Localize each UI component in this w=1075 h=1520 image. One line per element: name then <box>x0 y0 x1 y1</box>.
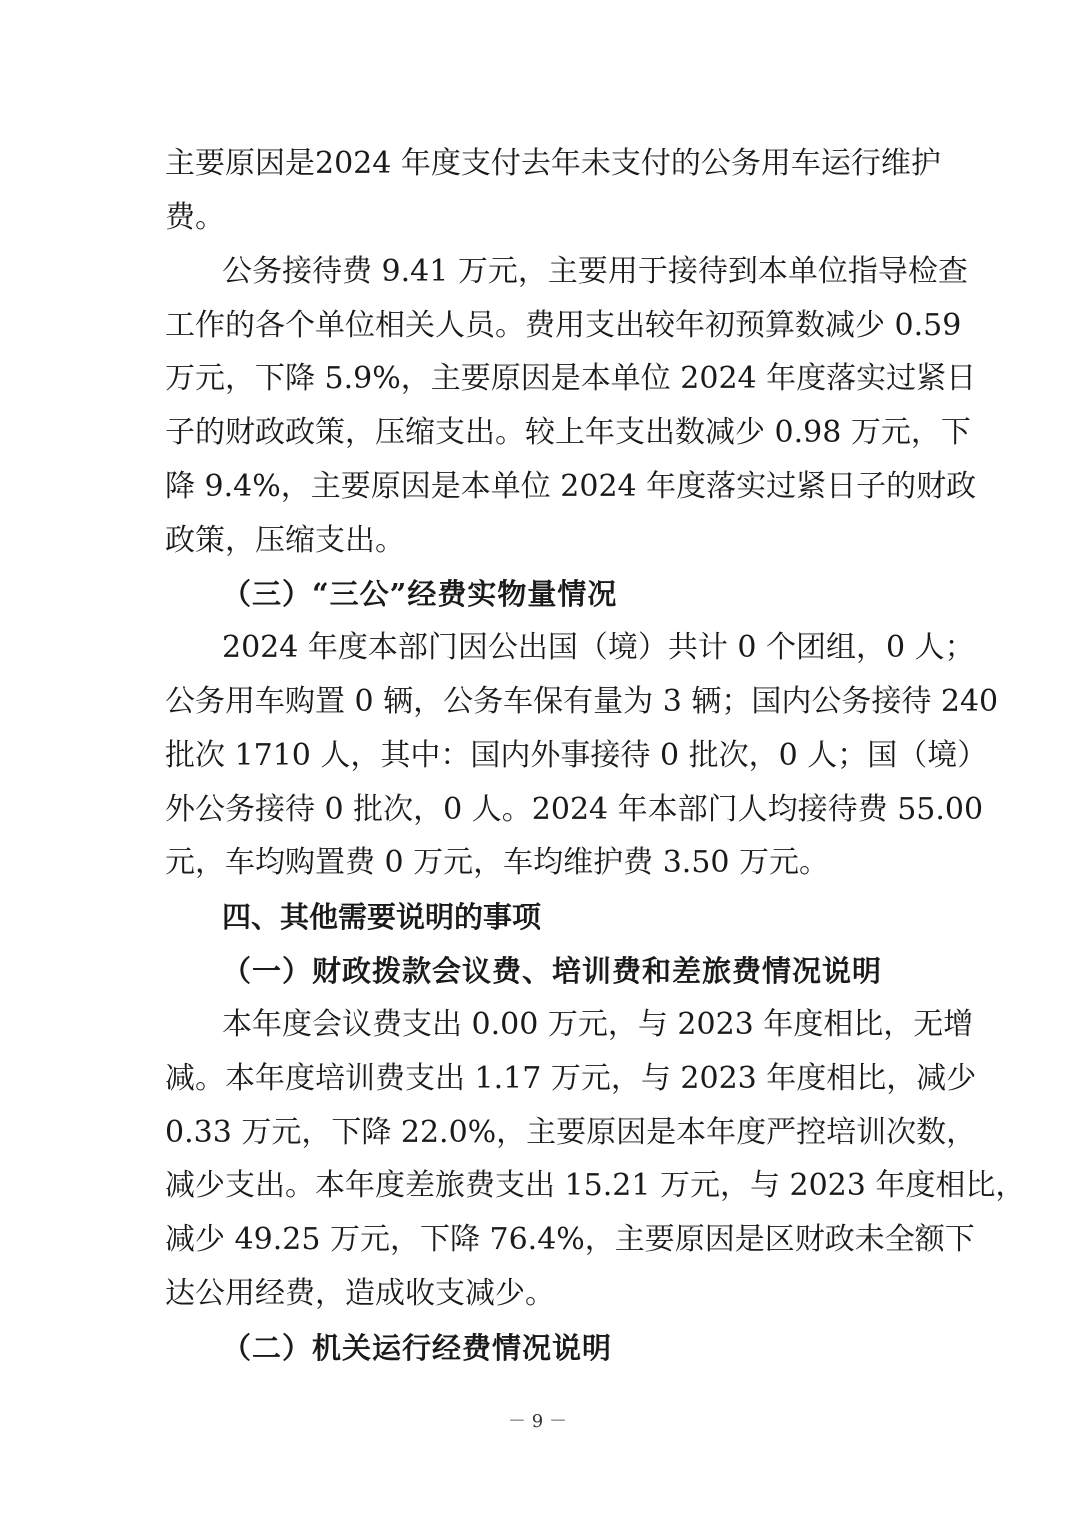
paragraph-line: 主要原因是2024 年度支付去年未支付的公务用车运行维护 <box>165 146 941 181</box>
paragraph-line: 万元，下降 5.9%，主要原因是本单位 2024 年度落实过紧日 <box>165 361 977 396</box>
paragraph-line: 子的财政政策，压缩支出。较上年支出数减少 0.98 万元，下 <box>165 415 971 450</box>
heading-operating-expenses: （二）机关运行经费情况说明 <box>222 1331 613 1365</box>
page-number: － 9 － <box>508 1411 567 1432</box>
heading-section-four: 四、其他需要说明的事项 <box>222 900 542 934</box>
paragraph-line: 公务用车购置 0 辆，公务车保有量为 3 辆；国内公务接待 240 <box>165 684 999 719</box>
paragraph-line: 降 9.4%，主要原因是本单位 2024 年度落实过紧日子的财政 <box>165 469 977 504</box>
paragraph-line: 减少支出。本年度差旅费支出 15.21 万元，与 2023 年度相比， <box>165 1168 1026 1203</box>
paragraph-line: 政策，压缩支出。 <box>165 523 405 558</box>
paragraph-line: 达公用经费，造成收支减少。 <box>165 1276 555 1311</box>
paragraph-line: 费。 <box>165 200 225 235</box>
paragraph-line: 外公务接待 0 批次，0 人。2024 年本部门人均接待费 55.00 <box>165 792 984 827</box>
paragraph-line: 减。本年度培训费支出 1.17 万元，与 2023 年度相比，减少 <box>165 1061 977 1096</box>
paragraph-line: 2024 年度本部门因公出国（境）共计 0 个团组，0 人； <box>222 630 975 665</box>
paragraph-line: 本年度会议费支出 0.00 万元，与 2023 年度相比，无增 <box>222 1007 974 1042</box>
paragraph-line: 工作的各个单位相关人员。费用支出较年初预算数减少 0.59 <box>165 308 962 343</box>
paragraph-line: 0.33 万元，下降 22.0%，主要原因是本年度严控培训次数， <box>165 1115 977 1150</box>
paragraph-line: 减少 49.25 万元，下降 76.4%，主要原因是区财政未全额下 <box>165 1222 975 1257</box>
heading-meeting-training-travel: （一）财政拨款会议费、培训费和差旅费情况说明 <box>222 954 883 988</box>
heading-san-gong-quantity: （三）“三公”经费实物量情况 <box>222 577 618 611</box>
paragraph-line: 批次 1710 人，其中：国内外事接待 0 批次，0 人；国（境） <box>165 738 988 773</box>
paragraph-line: 元，车均购置费 0 万元，车均维护费 3.50 万元。 <box>165 845 830 880</box>
paragraph-line: 公务接待费 9.41 万元，主要用于接待到本单位指导检查 <box>222 254 968 289</box>
